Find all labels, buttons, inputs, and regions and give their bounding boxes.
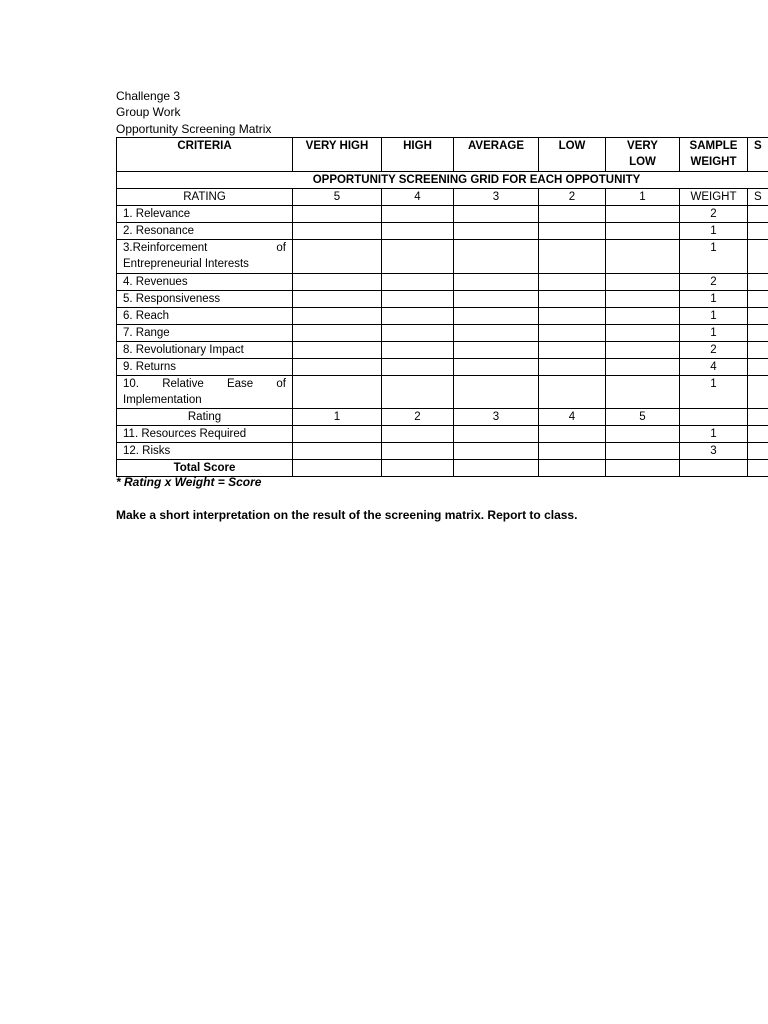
header-sample-weight-line2: WEIGHT	[690, 156, 737, 168]
weight-value: 1	[680, 325, 748, 342]
rating-cell[interactable]	[539, 342, 606, 359]
rating-cell[interactable]	[382, 426, 454, 443]
screening-matrix-wrapper	[116, 137, 768, 477]
rating-cell[interactable]	[382, 376, 454, 409]
rating-cell[interactable]	[454, 223, 539, 240]
rating-cell[interactable]	[293, 342, 382, 359]
rating-value: 2	[382, 409, 454, 426]
rating-cell[interactable]	[606, 223, 680, 240]
criterion-line	[123, 240, 286, 256]
rating-cell[interactable]	[539, 206, 606, 223]
criterion-row	[117, 426, 768, 443]
criterion-name: 5. Responsiveness	[117, 291, 293, 308]
rating-cell[interactable]	[293, 359, 382, 376]
header-low: LOW	[539, 138, 606, 172]
criterion-name: 9. Returns	[117, 359, 293, 376]
rating-cell[interactable]	[539, 359, 606, 376]
rating-cell[interactable]	[382, 274, 454, 291]
rating-cell[interactable]	[606, 308, 680, 325]
score-cell[interactable]	[748, 443, 768, 460]
weight-label: WEIGHT	[680, 189, 748, 206]
rating-cell[interactable]	[293, 223, 382, 240]
weight-value: 2	[680, 206, 748, 223]
total-cell[interactable]	[539, 460, 606, 477]
criterion-row	[117, 240, 768, 274]
rating-label: RATING	[117, 189, 293, 206]
rating-cell[interactable]	[382, 308, 454, 325]
rating-value: 3	[454, 189, 539, 206]
criterion-line	[123, 376, 286, 392]
criterion-word: Relative	[162, 378, 204, 390]
header-criteria: CRITERIA	[117, 138, 293, 172]
criterion-row	[117, 206, 768, 223]
rating-cell[interactable]	[454, 206, 539, 223]
rating-value: 3	[454, 409, 539, 426]
rating-cell[interactable]	[293, 274, 382, 291]
criterion-row	[117, 223, 768, 240]
rating-cell[interactable]	[539, 223, 606, 240]
rating-cell[interactable]	[382, 223, 454, 240]
score-cell[interactable]	[748, 308, 768, 325]
criterion-name: 12. Risks	[117, 443, 293, 460]
formula-note: * Rating x Weight = Score	[116, 475, 262, 489]
rating-cell[interactable]	[606, 443, 680, 460]
rating-cell[interactable]	[293, 240, 382, 274]
rating-cell[interactable]	[454, 359, 539, 376]
rating-cell[interactable]	[539, 308, 606, 325]
rating-cell[interactable]	[293, 291, 382, 308]
score-cell[interactable]	[748, 409, 768, 426]
total-cell[interactable]	[293, 460, 382, 477]
criterion-word: 3.Reinforcement	[123, 242, 208, 254]
rating-cell[interactable]	[382, 359, 454, 376]
grid-title: OPPORTUNITY SCREENING GRID FOR EACH OPPOTUNITY	[117, 172, 768, 189]
score-cell[interactable]	[748, 291, 768, 308]
rating-cell[interactable]	[606, 359, 680, 376]
header-sample-weight-line1: SAMPLE	[689, 140, 738, 152]
rating-cell[interactable]	[382, 240, 454, 274]
group-work-label: Group Work	[116, 105, 181, 119]
criterion-row	[117, 443, 768, 460]
rating-label: Rating	[117, 409, 293, 426]
screening-matrix-table	[116, 137, 768, 477]
rating-cell[interactable]	[606, 206, 680, 223]
weight-value: 1	[680, 426, 748, 443]
rating-cell[interactable]	[454, 342, 539, 359]
weight-value: 3	[680, 443, 748, 460]
total-cell[interactable]	[606, 460, 680, 477]
criterion-word: of	[276, 378, 286, 390]
rating-cell[interactable]	[382, 206, 454, 223]
criterion-row	[117, 274, 768, 291]
rating-cell[interactable]	[539, 291, 606, 308]
score-cell[interactable]	[748, 223, 768, 240]
rating-value: 2	[539, 189, 606, 206]
rating-cell[interactable]	[539, 240, 606, 274]
rating-value: 4	[382, 189, 454, 206]
rating-cell[interactable]	[539, 443, 606, 460]
rating-cell[interactable]	[293, 325, 382, 342]
rating-cell[interactable]	[606, 291, 680, 308]
rating-cell[interactable]	[606, 342, 680, 359]
rating-cell[interactable]	[454, 376, 539, 409]
criterion-row	[117, 308, 768, 325]
criterion-name: 4. Revenues	[117, 274, 293, 291]
criterion-word: Ease	[226, 378, 254, 390]
criterion-name: 8. Revolutionary Impact	[117, 342, 293, 359]
criterion-name: 6. Reach	[117, 308, 293, 325]
rating-row	[117, 189, 768, 206]
weight-value: 2	[680, 274, 748, 291]
rating-value: 1	[606, 189, 680, 206]
score-cell[interactable]	[748, 240, 768, 274]
rating-cell[interactable]	[454, 240, 539, 274]
criterion-row	[117, 325, 768, 342]
weight-value: 1	[680, 240, 748, 274]
header-average: AVERAGE	[454, 138, 539, 172]
rating-cell[interactable]	[539, 376, 606, 409]
rating-value: 4	[539, 409, 606, 426]
criterion-line: Implementation	[123, 394, 202, 406]
rating-cell[interactable]	[382, 291, 454, 308]
criterion-word: of	[276, 242, 286, 254]
rating-cell[interactable]	[454, 291, 539, 308]
rating-cell[interactable]	[454, 274, 539, 291]
matrix-title: Opportunity Screening Matrix	[116, 122, 272, 136]
header-very-low-line2: LOW	[629, 156, 656, 168]
header-sample-weight	[680, 138, 748, 172]
rating-cell[interactable]	[606, 274, 680, 291]
weight-cell-empty	[680, 409, 748, 426]
criterion-name: 1. Relevance	[117, 206, 293, 223]
total-cell[interactable]	[382, 460, 454, 477]
rating-cell[interactable]	[293, 426, 382, 443]
criterion-row	[117, 342, 768, 359]
criterion-word: 10.	[123, 378, 139, 390]
score-cell[interactable]	[748, 359, 768, 376]
total-cell[interactable]	[680, 460, 748, 477]
criterion-name: 11. Resources Required	[117, 426, 293, 443]
rating-value: 5	[606, 409, 680, 426]
criterion-name	[117, 376, 293, 409]
header-row	[117, 138, 768, 172]
rating-cell[interactable]	[606, 376, 680, 409]
total-row	[117, 460, 768, 477]
grid-title-row	[117, 172, 768, 189]
instruction-text: Make a short interpretation on the result of the screening matrix. Report to class.	[116, 508, 578, 522]
rating-cell[interactable]	[293, 308, 382, 325]
criterion-row	[117, 359, 768, 376]
criterion-row	[117, 291, 768, 308]
rating-cell[interactable]	[293, 206, 382, 223]
rating-cell[interactable]	[454, 308, 539, 325]
criterion-name: 7. Range	[117, 325, 293, 342]
weight-value: 2	[680, 342, 748, 359]
rating-cell[interactable]	[454, 426, 539, 443]
criterion-row	[117, 376, 768, 409]
score-label-partial: S	[748, 189, 768, 206]
score-cell[interactable]	[748, 426, 768, 443]
total-cell[interactable]	[454, 460, 539, 477]
rating-cell[interactable]	[606, 240, 680, 274]
rating-cell[interactable]	[606, 426, 680, 443]
rating-cell[interactable]	[293, 376, 382, 409]
header-very-low	[606, 138, 680, 172]
rating-cell[interactable]	[382, 342, 454, 359]
rating-row-reversed	[117, 409, 768, 426]
rating-cell[interactable]	[539, 274, 606, 291]
rating-cell[interactable]	[539, 325, 606, 342]
rating-cell[interactable]	[539, 426, 606, 443]
total-cell[interactable]	[748, 460, 768, 477]
rating-value: 1	[293, 409, 382, 426]
weight-value: 1	[680, 291, 748, 308]
header-high: HIGH	[382, 138, 454, 172]
weight-value: 1	[680, 308, 748, 325]
score-cell[interactable]	[748, 376, 768, 409]
score-cell[interactable]	[748, 206, 768, 223]
header-very-high: VERY HIGH	[293, 138, 382, 172]
challenge-title: Challenge 3	[116, 89, 181, 103]
criterion-name: 2. Resonance	[117, 223, 293, 240]
header-very-low-line1: VERY	[627, 140, 658, 152]
weight-value: 4	[680, 359, 748, 376]
rating-value: 5	[293, 189, 382, 206]
rating-cell[interactable]	[382, 325, 454, 342]
weight-value: 1	[680, 223, 748, 240]
score-cell[interactable]	[748, 325, 768, 342]
rating-cell[interactable]	[382, 443, 454, 460]
weight-value: 1	[680, 376, 748, 409]
rating-cell[interactable]	[293, 443, 382, 460]
header-score-partial: S	[748, 138, 768, 172]
rating-cell[interactable]	[454, 443, 539, 460]
score-cell[interactable]	[748, 274, 768, 291]
total-score-label: Total Score	[117, 460, 293, 477]
rating-cell[interactable]	[606, 325, 680, 342]
rating-cell[interactable]	[454, 325, 539, 342]
criterion-line: Entrepreneurial Interests	[123, 258, 249, 270]
score-cell[interactable]	[748, 342, 768, 359]
criterion-name	[117, 240, 293, 274]
